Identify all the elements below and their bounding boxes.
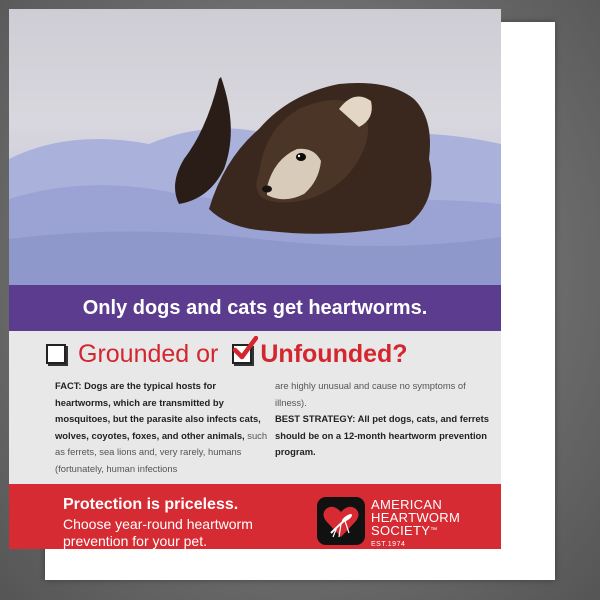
fact-normal: such as ferrets, sea lions and, very rarely, humans (fortunately, human infections (55, 429, 268, 474)
ahs-line-3: SOCIETY (371, 523, 431, 538)
footer-subtitle: Choose year-round heartworm prevention for your pet. (63, 516, 253, 549)
fact-text (55, 378, 270, 477)
ahs-tm: ™ (430, 527, 438, 534)
fact-bold: FACT: Dogs are the typical hosts for heartworms, which are transmitted by mosquitoes, but the parasite also infects cats, wolves, coyotes, foxes, and other animals, (55, 380, 261, 441)
ahs-line-2: HEARTWORM (371, 510, 461, 525)
fact-continued: are highly unusual and cause no symptoms of illness). (275, 380, 466, 408)
banner-title: Only dogs and cats get heartworms. (9, 285, 501, 331)
fact-column-2 (275, 378, 490, 461)
headline (46, 337, 408, 371)
headline-unfounded: Unfounded? (260, 339, 408, 368)
checked-box-icon (232, 344, 252, 364)
ferret-illustration (9, 9, 501, 285)
ahs-line-1: AMERICAN (371, 497, 443, 512)
unchecked-box-icon (46, 344, 66, 364)
footer-title: Protection is priceless. (63, 496, 239, 513)
ahs-est: EST.1974 (371, 541, 406, 548)
ahs-wordmark (371, 498, 460, 551)
headline-grounded: Grounded or (78, 339, 219, 368)
heart-mosquito-logo-icon (317, 497, 365, 545)
ferret-photo (9, 9, 501, 285)
best-strategy: BEST STRATEGY: All pet dogs, cats, and ferrets should be on a 12-month heartworm prevention program. (275, 413, 489, 457)
